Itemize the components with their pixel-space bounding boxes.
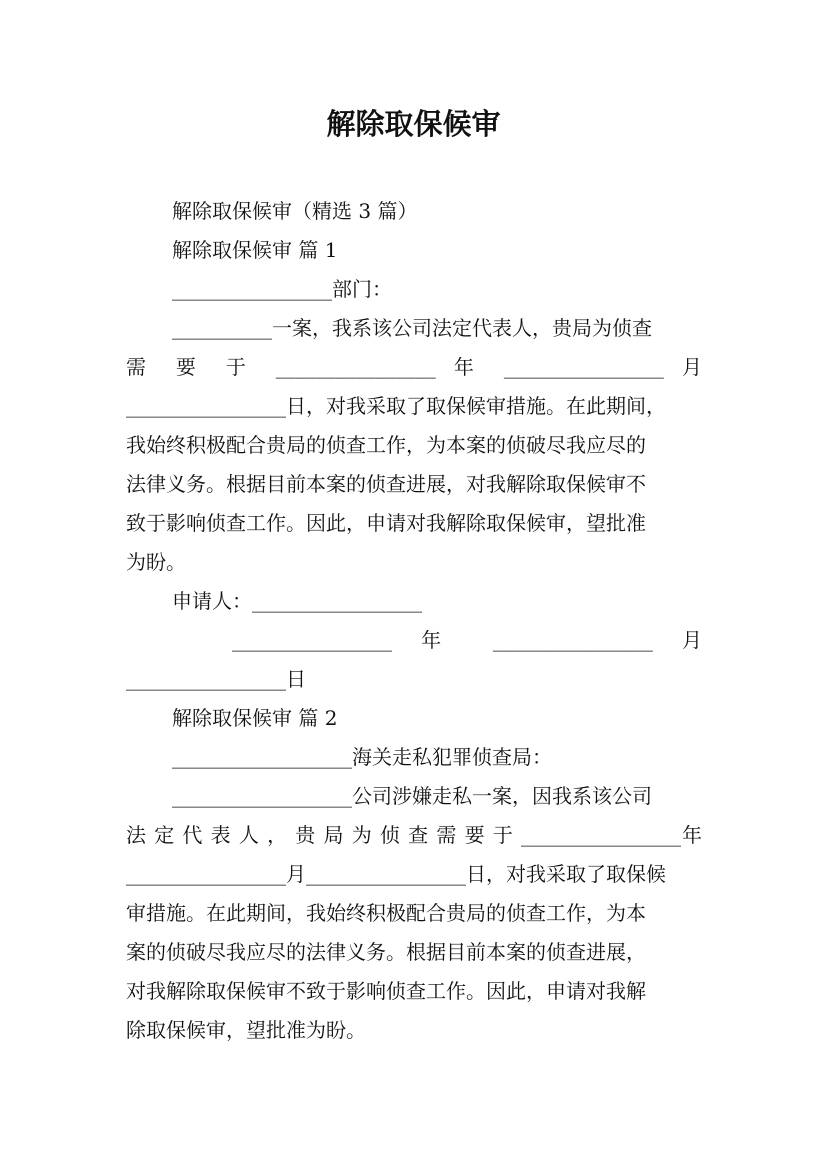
text-line: ________________部门： — [172, 277, 392, 301]
text-line: 我始终积极配合贵局的侦查工作，为本案的侦破尽我应尽的 — [126, 433, 646, 457]
text-line: 对我解除取保候审不致于影响侦查工作。因此，申请对我解 — [126, 979, 646, 1003]
text-line: __________________公司涉嫌走私一案，因我系该公司 — [172, 784, 652, 808]
text-line: ________________ 年 ________________ 月 — [232, 628, 702, 652]
text-line: 案的侦破尽我应尽的法律义务。根据目前本案的侦查进展， — [126, 940, 646, 964]
text-line: 法律义务。根据目前本案的侦查进展，对我解除取保候审不 — [126, 472, 646, 496]
text-line: 致于影响侦查工作。因此，申请对我解除取保候审，望批准 — [126, 511, 646, 535]
text-line: ________________月________________日，对我采取了取保候 — [126, 862, 666, 886]
text-line: 为盼。 — [126, 550, 186, 574]
text-line: 法 定 代 表 人 ， 贵 局 为 侦 查 需 要 于 ________________年 — [126, 823, 702, 847]
text-line: ________________日 — [126, 667, 306, 691]
text-line: 解除取保候审（精选 3 篇） — [172, 199, 418, 223]
text-line: 申请人：_________________ — [172, 589, 422, 613]
text-line: __________________海关走私犯罪侦查局： — [172, 745, 552, 769]
text-line: 解除取保候审 篇 1 — [172, 238, 338, 262]
text-line: 除取保候审，望批准为盼。 — [126, 1018, 366, 1042]
text-line: ________________日，对我采取了取保候审措施。在此期间， — [126, 394, 666, 418]
text-line: 审措施。在此期间，我始终积极配合贵局的侦查工作，为本 — [126, 901, 646, 925]
document-title: 解除取保候审 — [326, 107, 501, 141]
text-line: __________一案，我系该公司法定代表人，贵局为侦查 — [172, 316, 652, 340]
document-body — [126, 192, 702, 1050]
text-line: 解除取保候审 篇 2 — [172, 706, 338, 730]
text-line: 需 要 于 ________________ 年 ________________ 月 — [126, 355, 702, 379]
